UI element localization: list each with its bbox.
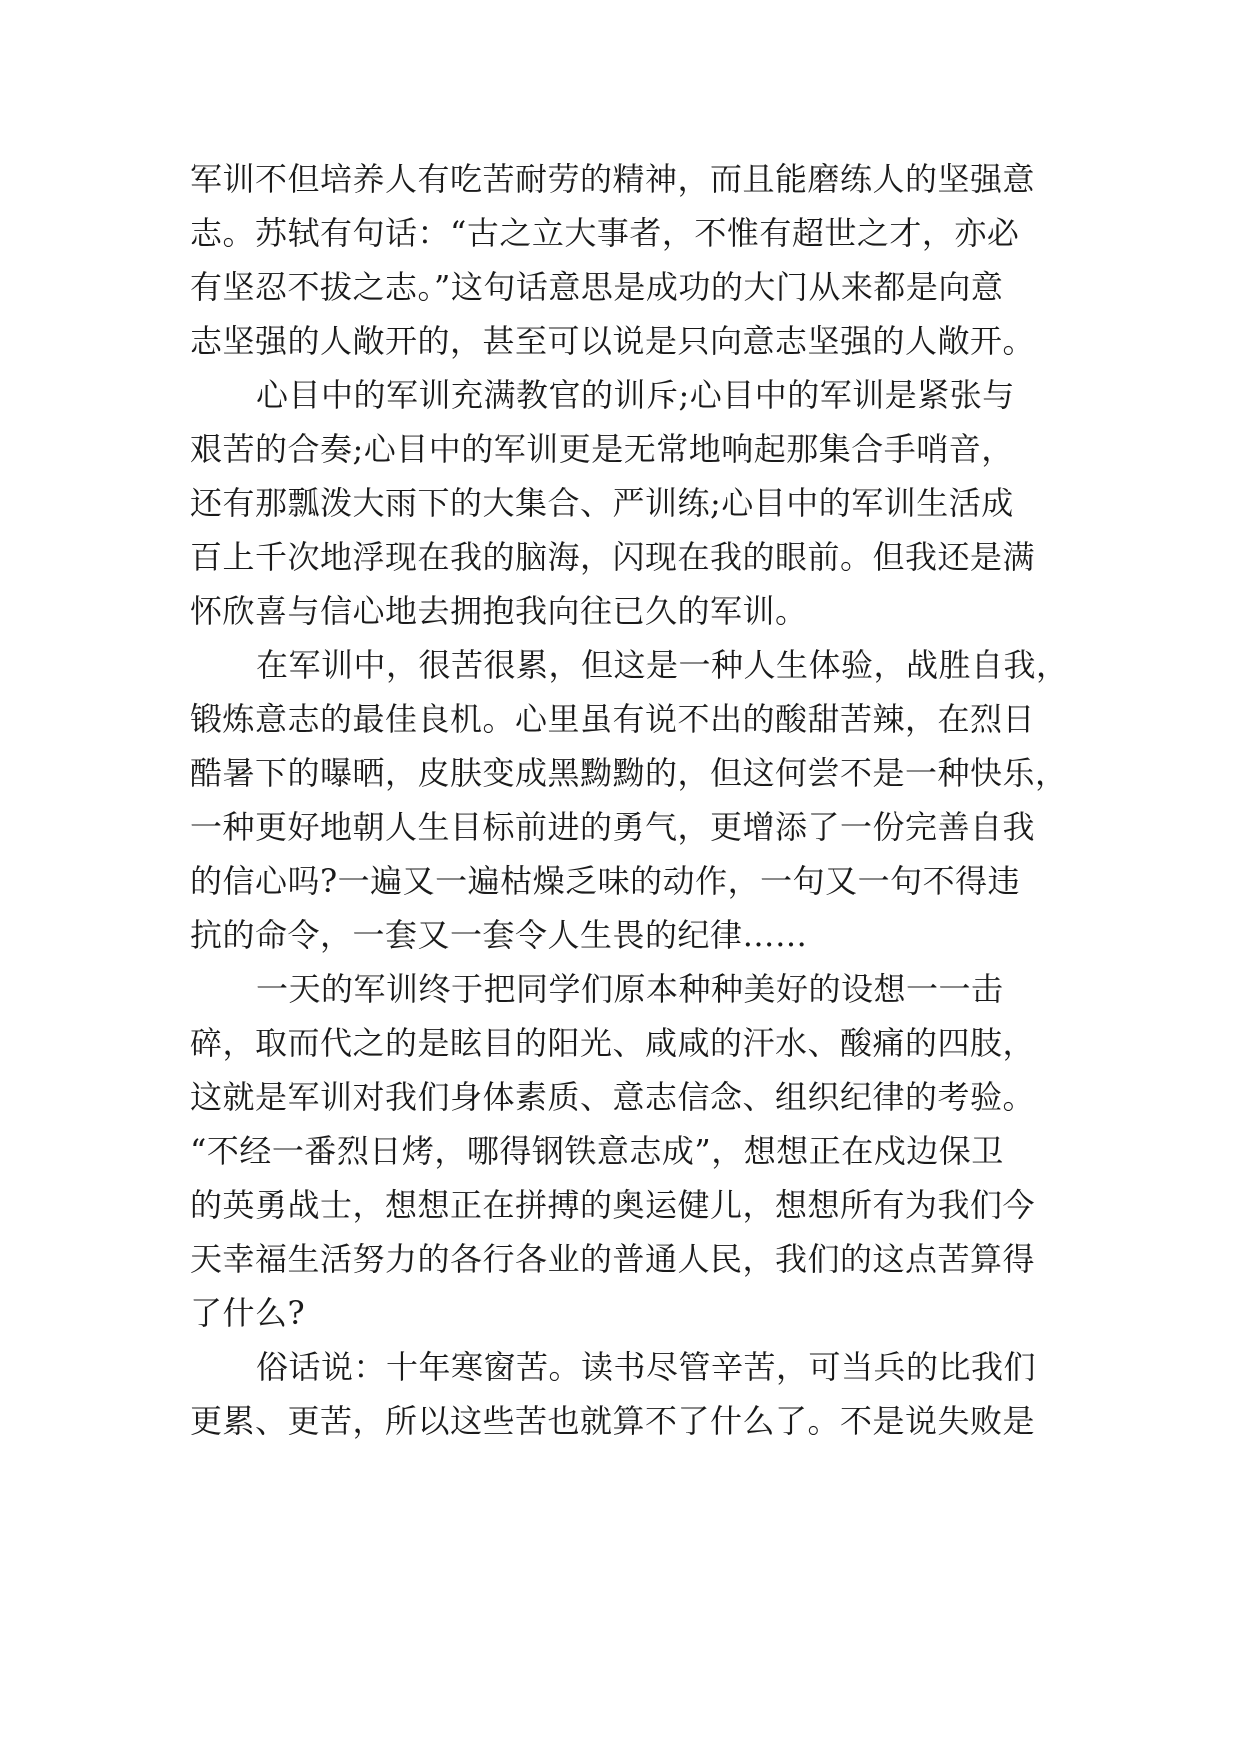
- document-body: [190, 152, 1069, 1448]
- paragraph-start-line: 在军训中，很苦很累，但这是一种人生体验，战胜自我，: [256, 646, 1069, 684]
- text-line: “不经一番烈日烤，哪得钢铁意志成”，想想正在戍边保卫: [190, 1132, 1004, 1170]
- text-line: 志坚强的人敞开的，甚至可以说是只向意志坚强的人敞开。: [190, 322, 1036, 360]
- text-line: 酷暑下的曝晒，皮肤变成黑黝黝的，但这何尝不是一种快乐，: [190, 754, 1068, 792]
- text-line: 的信心吗?一遍又一遍枯燥乏味的动作，一句又一句不得违: [190, 862, 1021, 900]
- text-line: 更累、更苦，所以这些苦也就算不了什么了。不是说失败是: [190, 1402, 1036, 1440]
- text-line: 这就是军训对我们身体素质、意志信念、组织纪律的考验。: [190, 1078, 1036, 1116]
- text-line: 百上千次地浮现在我的脑海，闪现在我的眼前。但我还是满: [190, 538, 1036, 576]
- text-line: 一种更好地朝人生目标前进的勇气，更增添了一份完善自我: [190, 808, 1036, 846]
- text-line: 还有那瓢泼大雨下的大集合、严训练;心目中的军训生活成: [190, 484, 1014, 522]
- paragraph-start-line: 心目中的军训充满教官的训斥;心目中的军训是紧张与: [256, 376, 1015, 414]
- text-line: 有坚忍不拔之志。”这句话意思是成功的大门从来都是向意: [190, 268, 1004, 306]
- text-line: 抗的命令，一套又一套令人生畏的纪律……: [190, 916, 808, 954]
- text-line: 的英勇战士，想想正在拼搏的奥运健儿，想想所有为我们今: [190, 1186, 1036, 1224]
- text-line: 艰苦的合奏;心目中的军训更是无常地响起那集合手哨音，: [190, 430, 1014, 468]
- text-line: 志。苏轼有句话：“古之立大事者，不惟有超世之才，亦必: [190, 214, 1020, 252]
- text-line: 锻炼意志的最佳良机。心里虽有说不出的酸甜苦辣，在烈日: [190, 700, 1036, 738]
- paragraph-start-line: 俗话说：十年寒窗苦。读书尽管辛苦，可当兵的比我们: [256, 1348, 1037, 1386]
- text-line: 了什么?: [190, 1294, 306, 1332]
- text-line: 军训不但培养人有吃苦耐劳的精神，而且能磨练人的坚强意: [190, 160, 1036, 198]
- text-line: 怀欣喜与信心地去拥抱我向往已久的军训。: [190, 592, 808, 630]
- paragraph-start-line: 一天的军训终于把同学们原本种种美好的设想一一击: [256, 970, 1004, 1008]
- text-line: 天幸福生活努力的各行各业的普通人民，我们的这点苦算得: [190, 1240, 1036, 1278]
- text-line: 碎，取而代之的是眩目的阳光、咸咸的汗水、酸痛的四肢，: [190, 1024, 1036, 1062]
